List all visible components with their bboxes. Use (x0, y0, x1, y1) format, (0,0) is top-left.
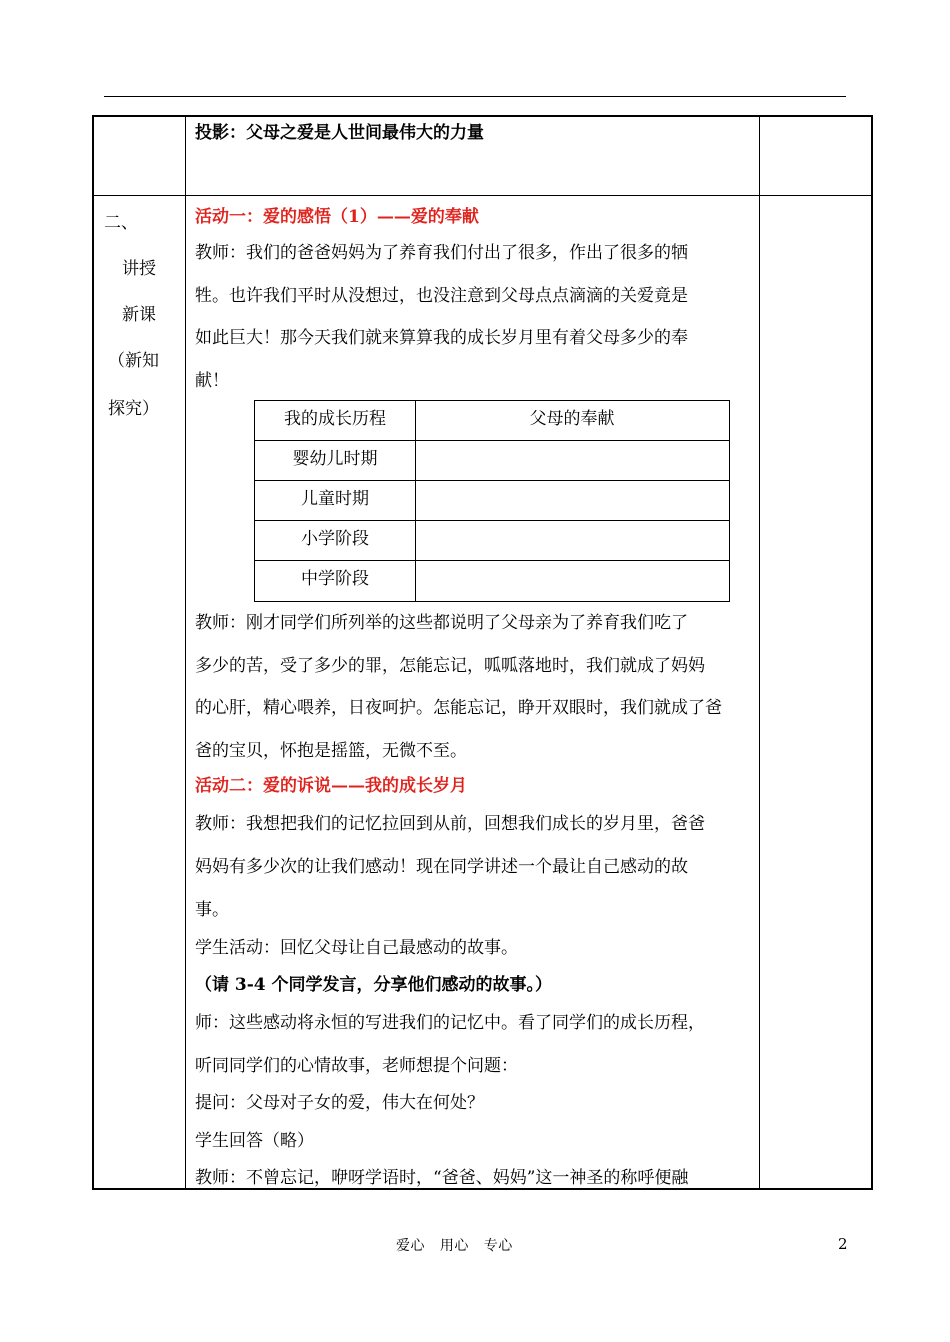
paragraph-line: 教师：刚才同学们所列举的这些都说明了父母亲为了养育我们吃了 (195, 613, 688, 633)
activity1-heading: 活动一：爱的感悟（1）——爱的奉献 (195, 207, 479, 227)
column-divider-right (759, 117, 760, 1188)
section-number: 二、 (104, 213, 138, 233)
bold-note: （请 3-4 个同学发言，分享他们感动的故事。） (195, 975, 553, 995)
paragraph-line: 学生活动：回忆父母让自己最感动的故事。 (195, 938, 518, 958)
growth-table-cell: 婴幼儿时期 (292, 449, 378, 469)
growth-table-header: 我的成长历程 (284, 409, 386, 429)
growth-table (254, 400, 730, 602)
paragraph-line: 牲。也许我们平时从没想过，也没注意到父母点点滴滴的关爱竟是 (195, 286, 688, 306)
footer-motto: 爱心 用心 专心 (396, 1238, 513, 1254)
projection-title: 投影：父母之爱是人世间最伟大的力量 (195, 123, 484, 143)
growth-table-row-divider (255, 480, 729, 481)
paragraph-line: 妈妈有多少次的让我们感动！现在同学讲述一个最让自己感动的故 (195, 857, 688, 877)
activity2-heading: 活动二：爱的诉说——我的成长岁月 (195, 776, 467, 796)
paragraph-line: 学生回答（略） (195, 1131, 314, 1151)
paragraph-line: 教师：不曾忘记，咿呀学语时，“爸爸、妈妈”这一神圣的称呼便融 (195, 1168, 689, 1188)
paragraph-line: 听同同学们的心情故事，老师想提个问题： (195, 1056, 518, 1076)
growth-table-cell: 小学阶段 (301, 529, 369, 549)
section-label-line: 探究） (108, 399, 159, 419)
paragraph-line: 献！ (195, 371, 229, 391)
paragraph-line: 教师：我想把我们的记忆拉回到从前，回想我们成长的岁月里，爸爸 (195, 814, 705, 834)
page-number: 2 (838, 1235, 848, 1253)
paragraph-line: 提问：父母对子女的爱，伟大在何处？ (195, 1093, 484, 1113)
paragraph-line: 师：这些感动将永恒的写进我们的记忆中。看了同学们的成长历程， (195, 1013, 705, 1033)
row-divider (94, 195, 871, 196)
column-divider-left (185, 117, 186, 1188)
growth-table-cell: 中学阶段 (301, 569, 369, 589)
paragraph-line: 如此巨大！那今天我们就来算算我的成长岁月里有着父母多少的奉 (195, 328, 688, 348)
section-label-line: 新课 (122, 305, 156, 325)
growth-table-column-divider (415, 401, 416, 601)
paragraph-line: 教师：我们的爸爸妈妈为了养育我们付出了很多，作出了很多的牺 (195, 243, 688, 263)
growth-table-row-divider (255, 440, 729, 441)
header-rule (104, 96, 846, 97)
growth-table-row-divider (255, 520, 729, 521)
section-label-line: 讲授 (122, 259, 156, 279)
paragraph-line: 爸的宝贝，怀抱是摇篮，无微不至。 (195, 741, 467, 761)
growth-table-header: 父母的奉献 (529, 409, 615, 429)
section-label-line: （新知 (108, 351, 159, 371)
paragraph-line: 的心肝，精心喂养，日夜呵护。怎能忘记，睁开双眼时，我们就成了爸 (195, 698, 722, 718)
paragraph-line: 事。 (195, 900, 229, 920)
growth-table-row-divider (255, 560, 729, 561)
growth-table-cell: 儿童时期 (301, 489, 369, 509)
paragraph-line: 多少的苦，受了多少的罪，怎能忘记，呱呱落地时，我们就成了妈妈 (195, 656, 705, 676)
